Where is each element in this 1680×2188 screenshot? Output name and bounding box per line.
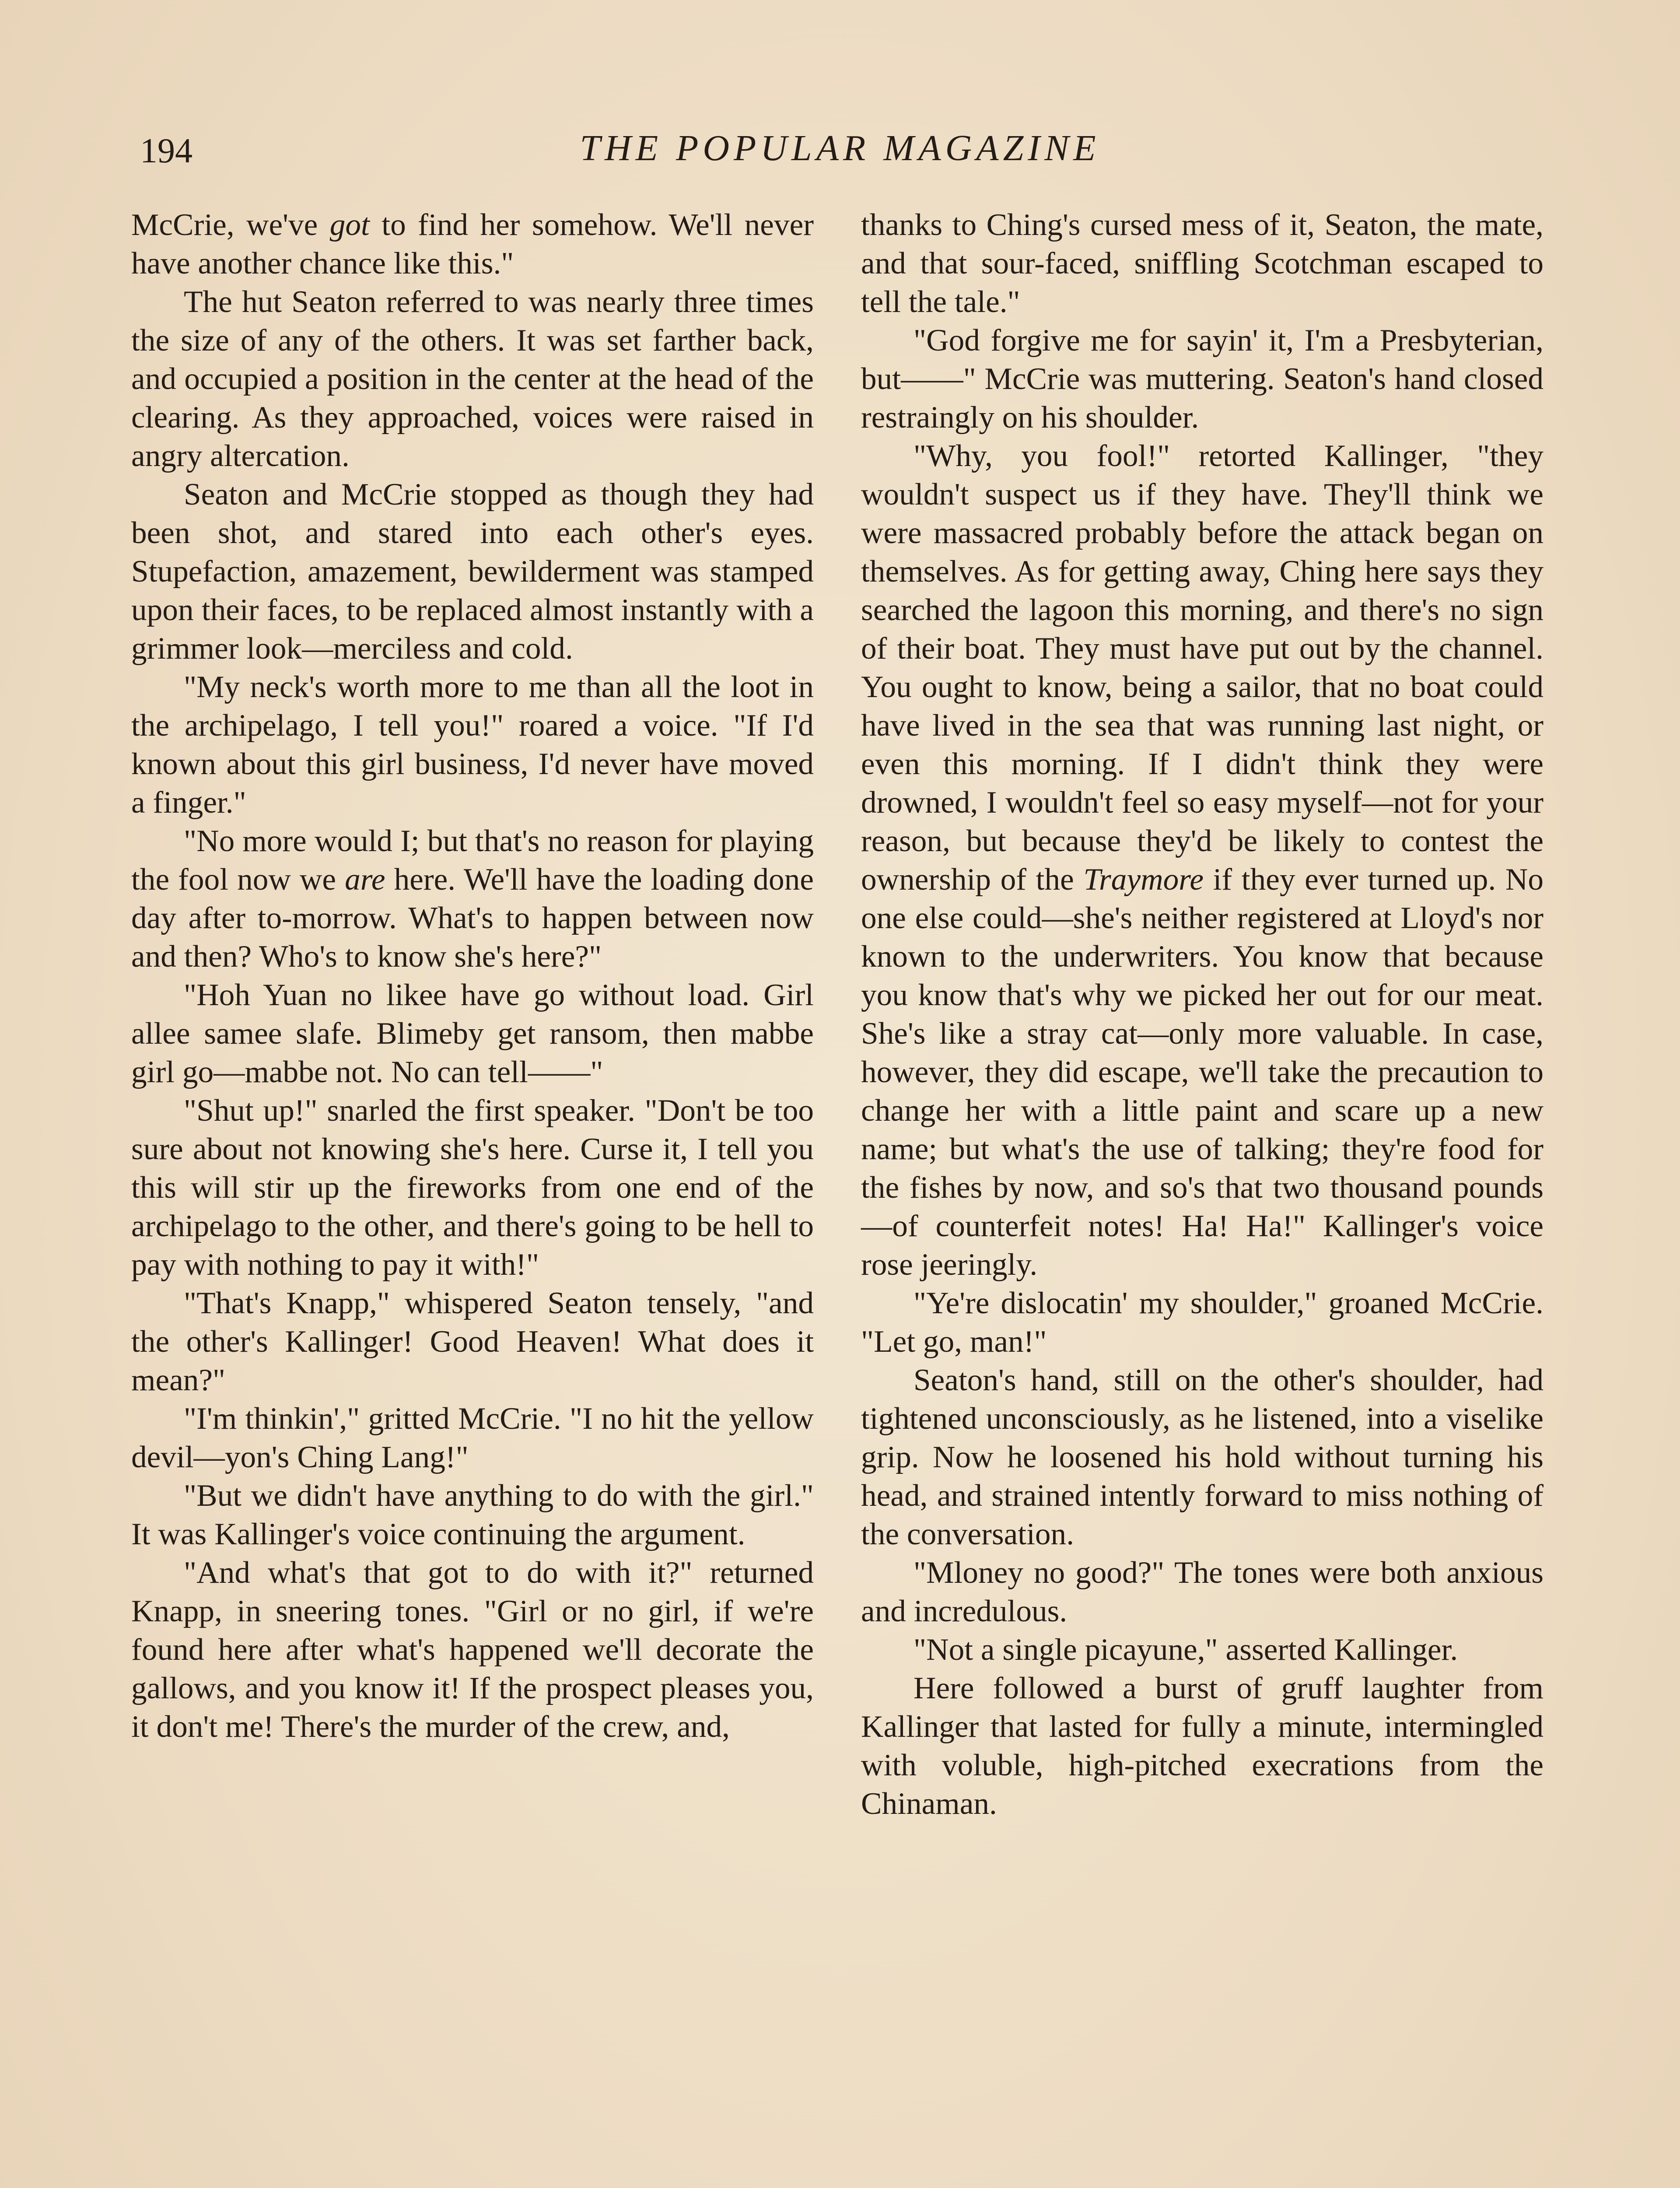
- page-header: [127, 127, 1553, 175]
- text-run: McCrie, we've: [131, 207, 330, 242]
- paragraph: [131, 822, 814, 976]
- text-run: "God forgive me for sayin' it, I'm a Presbyterian, but——" McCrie was muttering. Seaton's hand closed restraingly on his shoulder.: [861, 323, 1544, 435]
- text-run: "Why, you fool!" retorted Kallinger, "they wouldn't suspect us if they have. They'll think we were massacred probably before the attack began on themselves. As for getting away, Ching here says they searched the lagoon this morning, and there's no sign of their boat. They must have put out by the channel. You ought to know, being a sailor, that no boat could have lived in the sea that was running last night, or even this morning. If I didn't think they were drowned, I wouldn't feel so easy myself—not for your reason, but because they'd be likely to contest the ownership of the: [861, 438, 1544, 897]
- paragraph: [131, 1284, 814, 1399]
- paragraph: [861, 1669, 1544, 1823]
- text-run: "My neck's worth more to me than all the loot in the archipelago, I tell you!" roared a voice. "If I'd known about this girl business, I'd never have moved a finger.": [131, 670, 814, 820]
- text-run: here. We'll have the loading done day after to-morrow. What's to happen between now and then? Who's to know she's here?": [131, 862, 814, 974]
- paragraph: [861, 321, 1544, 437]
- text-run: thanks to Ching's cursed mess of it, Seaton, the mate, and that sour-faced, sniffling Scotchman escaped to tell the tale.": [861, 207, 1544, 319]
- text-run: "Not a single picayune," asserted Kallinger.: [914, 1632, 1458, 1667]
- italic-text: got: [329, 207, 370, 242]
- running-head: THE POPULAR MAGAZINE: [580, 128, 1100, 168]
- text-run: "Ye're dislocatin' my shoulder," groaned McCrie. "Let go, man!": [861, 1286, 1544, 1359]
- paragraph: [861, 1630, 1544, 1669]
- text-run: "Shut up!" snarled the first speaker. "Don't be too sure about not knowing she's here. Curse it, I tell you this will stir up the fireworks from one end of the archipelago to the other, and there's going to be hell to pay with nothing to pay it with!": [131, 1093, 814, 1282]
- paragraph: [131, 976, 814, 1091]
- paragraph: [131, 668, 814, 822]
- text-run: "I'm thinkin'," gritted McCrie. "I no hit the yellow devil—yon's Ching Lang!": [131, 1401, 814, 1474]
- page-number: 194: [140, 132, 192, 170]
- left-column: [131, 206, 814, 1746]
- paragraph: [131, 475, 814, 668]
- paragraph: [131, 283, 814, 475]
- paragraph: [131, 1399, 814, 1476]
- paragraph: [131, 1091, 814, 1284]
- paragraph: [861, 1553, 1544, 1630]
- text-run: "That's Knapp," whispered Seaton tensely, "and the other's Kallinger! Good Heaven! What does it mean?": [131, 1286, 814, 1397]
- paragraph: [861, 1361, 1544, 1553]
- paragraph: [131, 206, 814, 283]
- text-run: "Mloney no good?" The tones were both anxious and incredulous.: [861, 1555, 1544, 1628]
- paragraph: [861, 1284, 1544, 1361]
- text-run: Here followed a burst of gruff laughter from Kallinger that lasted for fully a minute, intermingled with voluble, high-pitched execrations from the Chinaman.: [861, 1671, 1544, 1821]
- right-column: [861, 206, 1544, 1823]
- text-run: Seaton and McCrie stopped as though they had been shot, and stared into each other's eyes. Stupefaction, amazement, bewilderment was stamped upon their faces, to be replaced almost instantly with a grimmer look—merciless and cold.: [131, 477, 814, 666]
- paragraph: [861, 437, 1544, 1284]
- paragraph: [131, 1476, 814, 1553]
- text-run: Seaton's hand, still on the other's shoulder, had tightened unconsciously, as he listened, into a viselike grip. Now he loosened his hold without turning his head, and strained intently forward to miss nothing of the conversation.: [861, 1363, 1544, 1551]
- italic-text: Traymore: [1083, 862, 1204, 897]
- text-run: "And what's that got to do with it?" returned Knapp, in sneering tones. "Girl or no girl, if we're found here after what's happened we'll decorate the gallows, and you know it! If the prospect pleases you, it don't me! There's the murder of the crew, and,: [131, 1555, 814, 1744]
- text-run: "But we didn't have anything to do with the girl." It was Kallinger's voice continuing the argument.: [131, 1478, 814, 1551]
- text-run: "No more would I; but that's no reason for playing the fool now we: [131, 824, 814, 897]
- paragraph: [861, 206, 1544, 321]
- text-run: to find her somehow. We'll never have another chance like this.": [131, 207, 814, 281]
- text-run: "Hoh Yuan no likee have go without load. Girl allee samee slafe. Blimeby get ransom, then mabbe girl go—mabbe not. No can tell——": [131, 978, 814, 1089]
- text-run: if they ever turned up. No one else could—she's neither registered at Lloyd's nor known to the underwriters. You know that because you know that's why we picked her out for our meat. She's like a stray cat—only more valuable. In case, however, they did escape, we'll take the precaution to change her with a little paint and scare up a new name; but what's the use of talking; they're food for the fishes by now, and so's that two thousand pounds—of counterfeit notes! Ha! Ha!" Kallinger's voice rose jeeringly.: [861, 862, 1544, 1282]
- text-run: The hut Seaton referred to was nearly three times the size of any of the others. It was set farther back, and occupied a position in the center at the head of the clearing. As they approached, voices were raised in angry altercation.: [131, 284, 814, 473]
- italic-text: are: [345, 862, 385, 897]
- paragraph: [131, 1553, 814, 1746]
